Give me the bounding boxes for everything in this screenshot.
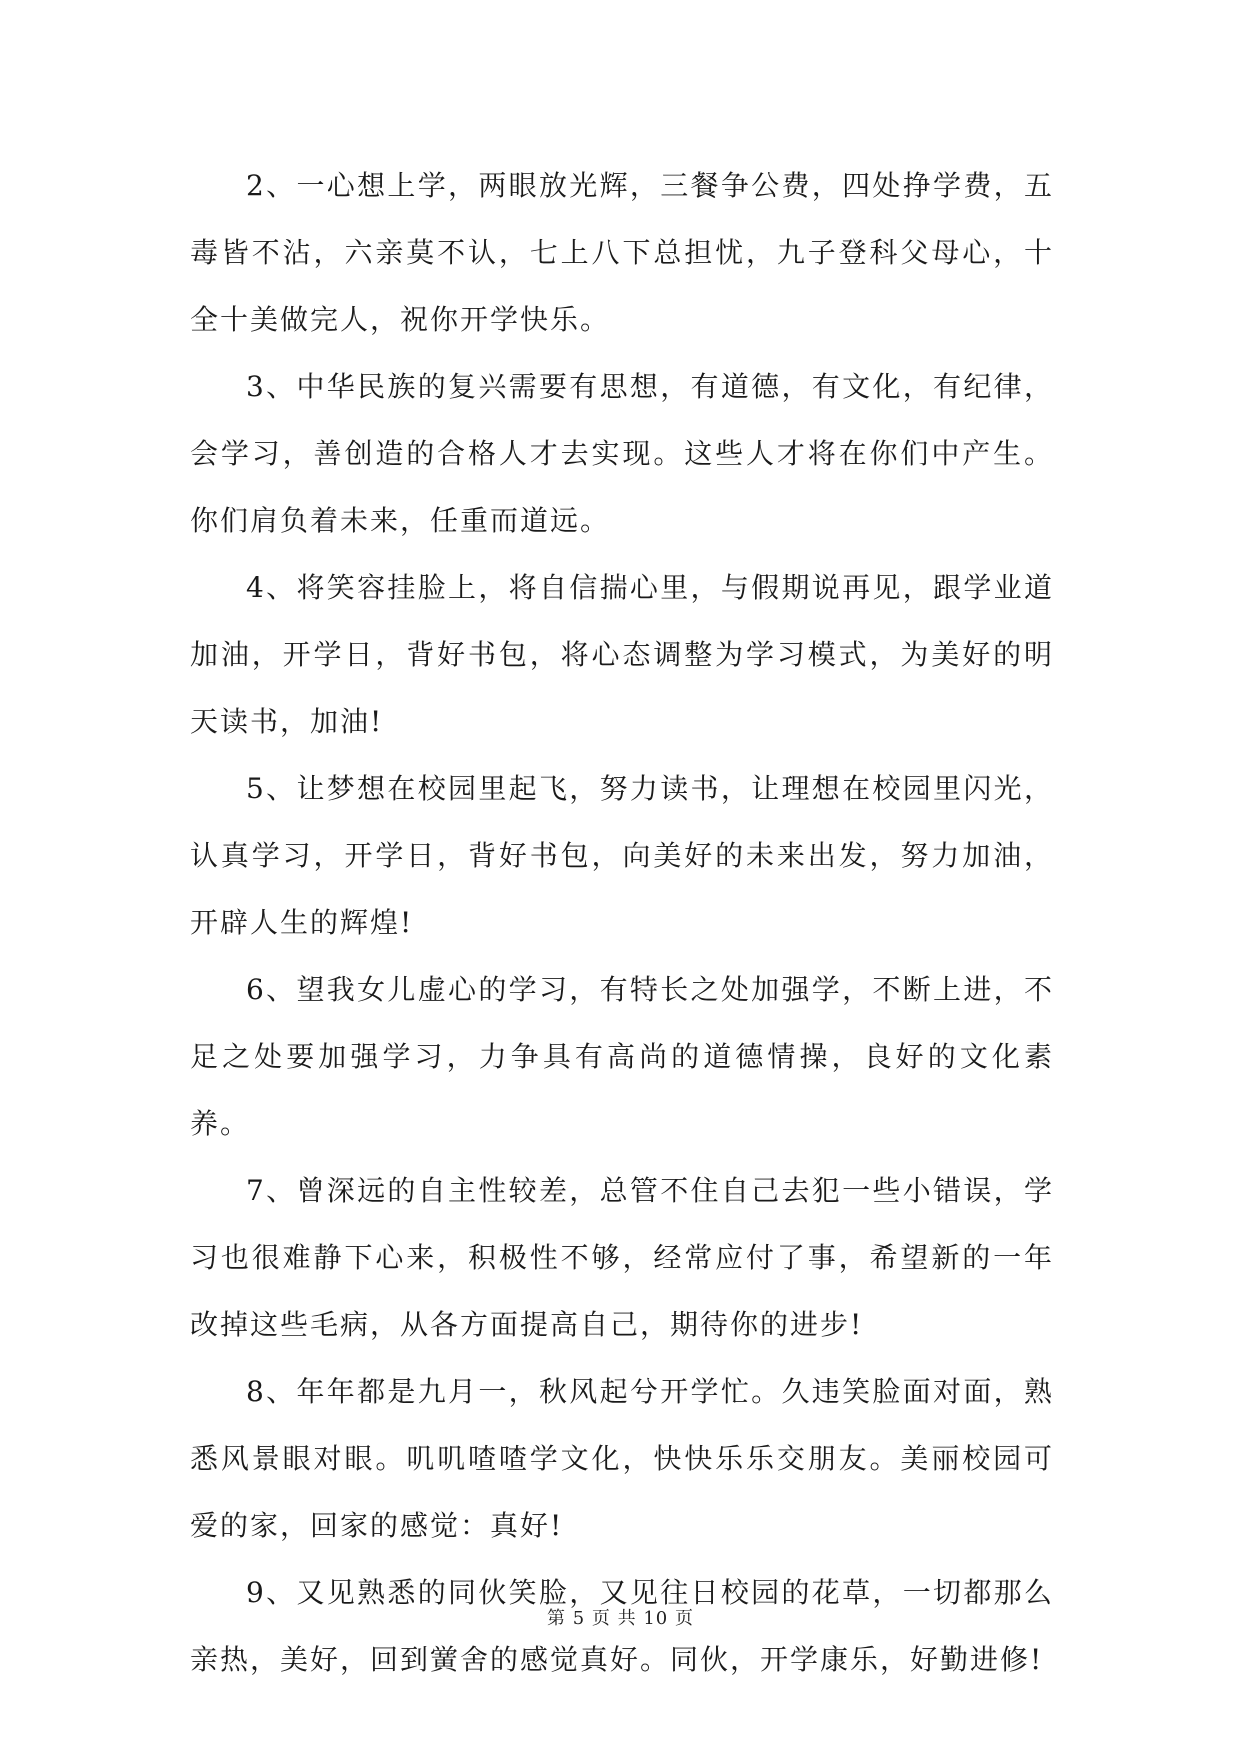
paragraph-5: 5、让梦想在校园里起飞，努力读书，让理想在校园里闪光，认真学习，开学日，背好书包，向美好的未来出发，努力加油，开辟人生的辉煌! [190, 772, 1054, 939]
paragraph-3: 3、中华民族的复兴需要有思想，有道德，有文化，有纪律，会学习，善创造的合格人才去实现。这些人才将在你们中产生。你们肩负着未来，任重而道远。 [190, 370, 1054, 537]
paragraph-2: 2、一心想上学，两眼放光辉，三餐争公费，四处挣学费，五毒皆不沾，六亲莫不认，七上八下总担忧，九子登科父母心，十全十美做完人，祝你开学快乐。 [190, 169, 1054, 336]
paragraph-9: 9、又见熟悉的同伙笑脸，又见往日校园的花草，一切都那么亲热，美好，回到黉舍的感觉真好。同伙，开学康乐，好勤进修! [190, 1576, 1054, 1676]
paragraph-6: 6、望我女儿虚心的学习，有特长之处加强学，不断上进，不足之处要加强学习，力争具有高尚的道德情操，良好的文化素养。 [190, 973, 1054, 1140]
paragraph-7: 7、曾深远的自主性较差，总管不住自己去犯一些小错误，学习也很难静下心来，积极性不够，经常应付了事，希望新的一年改掉这些毛病，从各方面提高自己，期待你的进步! [190, 1174, 1054, 1341]
page-number-label: 第 5 页 共 10 页 [547, 1608, 694, 1629]
paragraph-8: 8、年年都是九月一，秋风起兮开学忙。久违笑脸面对面，熟悉风景眼对眼。叽叽喳喳学文化，快快乐乐交朋友。美丽校园可爱的家，回家的感觉：真好! [190, 1375, 1054, 1542]
document-body [190, 152, 1054, 1693]
page-footer [0, 1604, 1241, 1630]
paragraph-4: 4、将笑容挂脸上，将自信揣心里，与假期说再见，跟学业道加油，开学日，背好书包，将心态调整为学习模式，为美好的明天读书，加油! [190, 571, 1054, 738]
